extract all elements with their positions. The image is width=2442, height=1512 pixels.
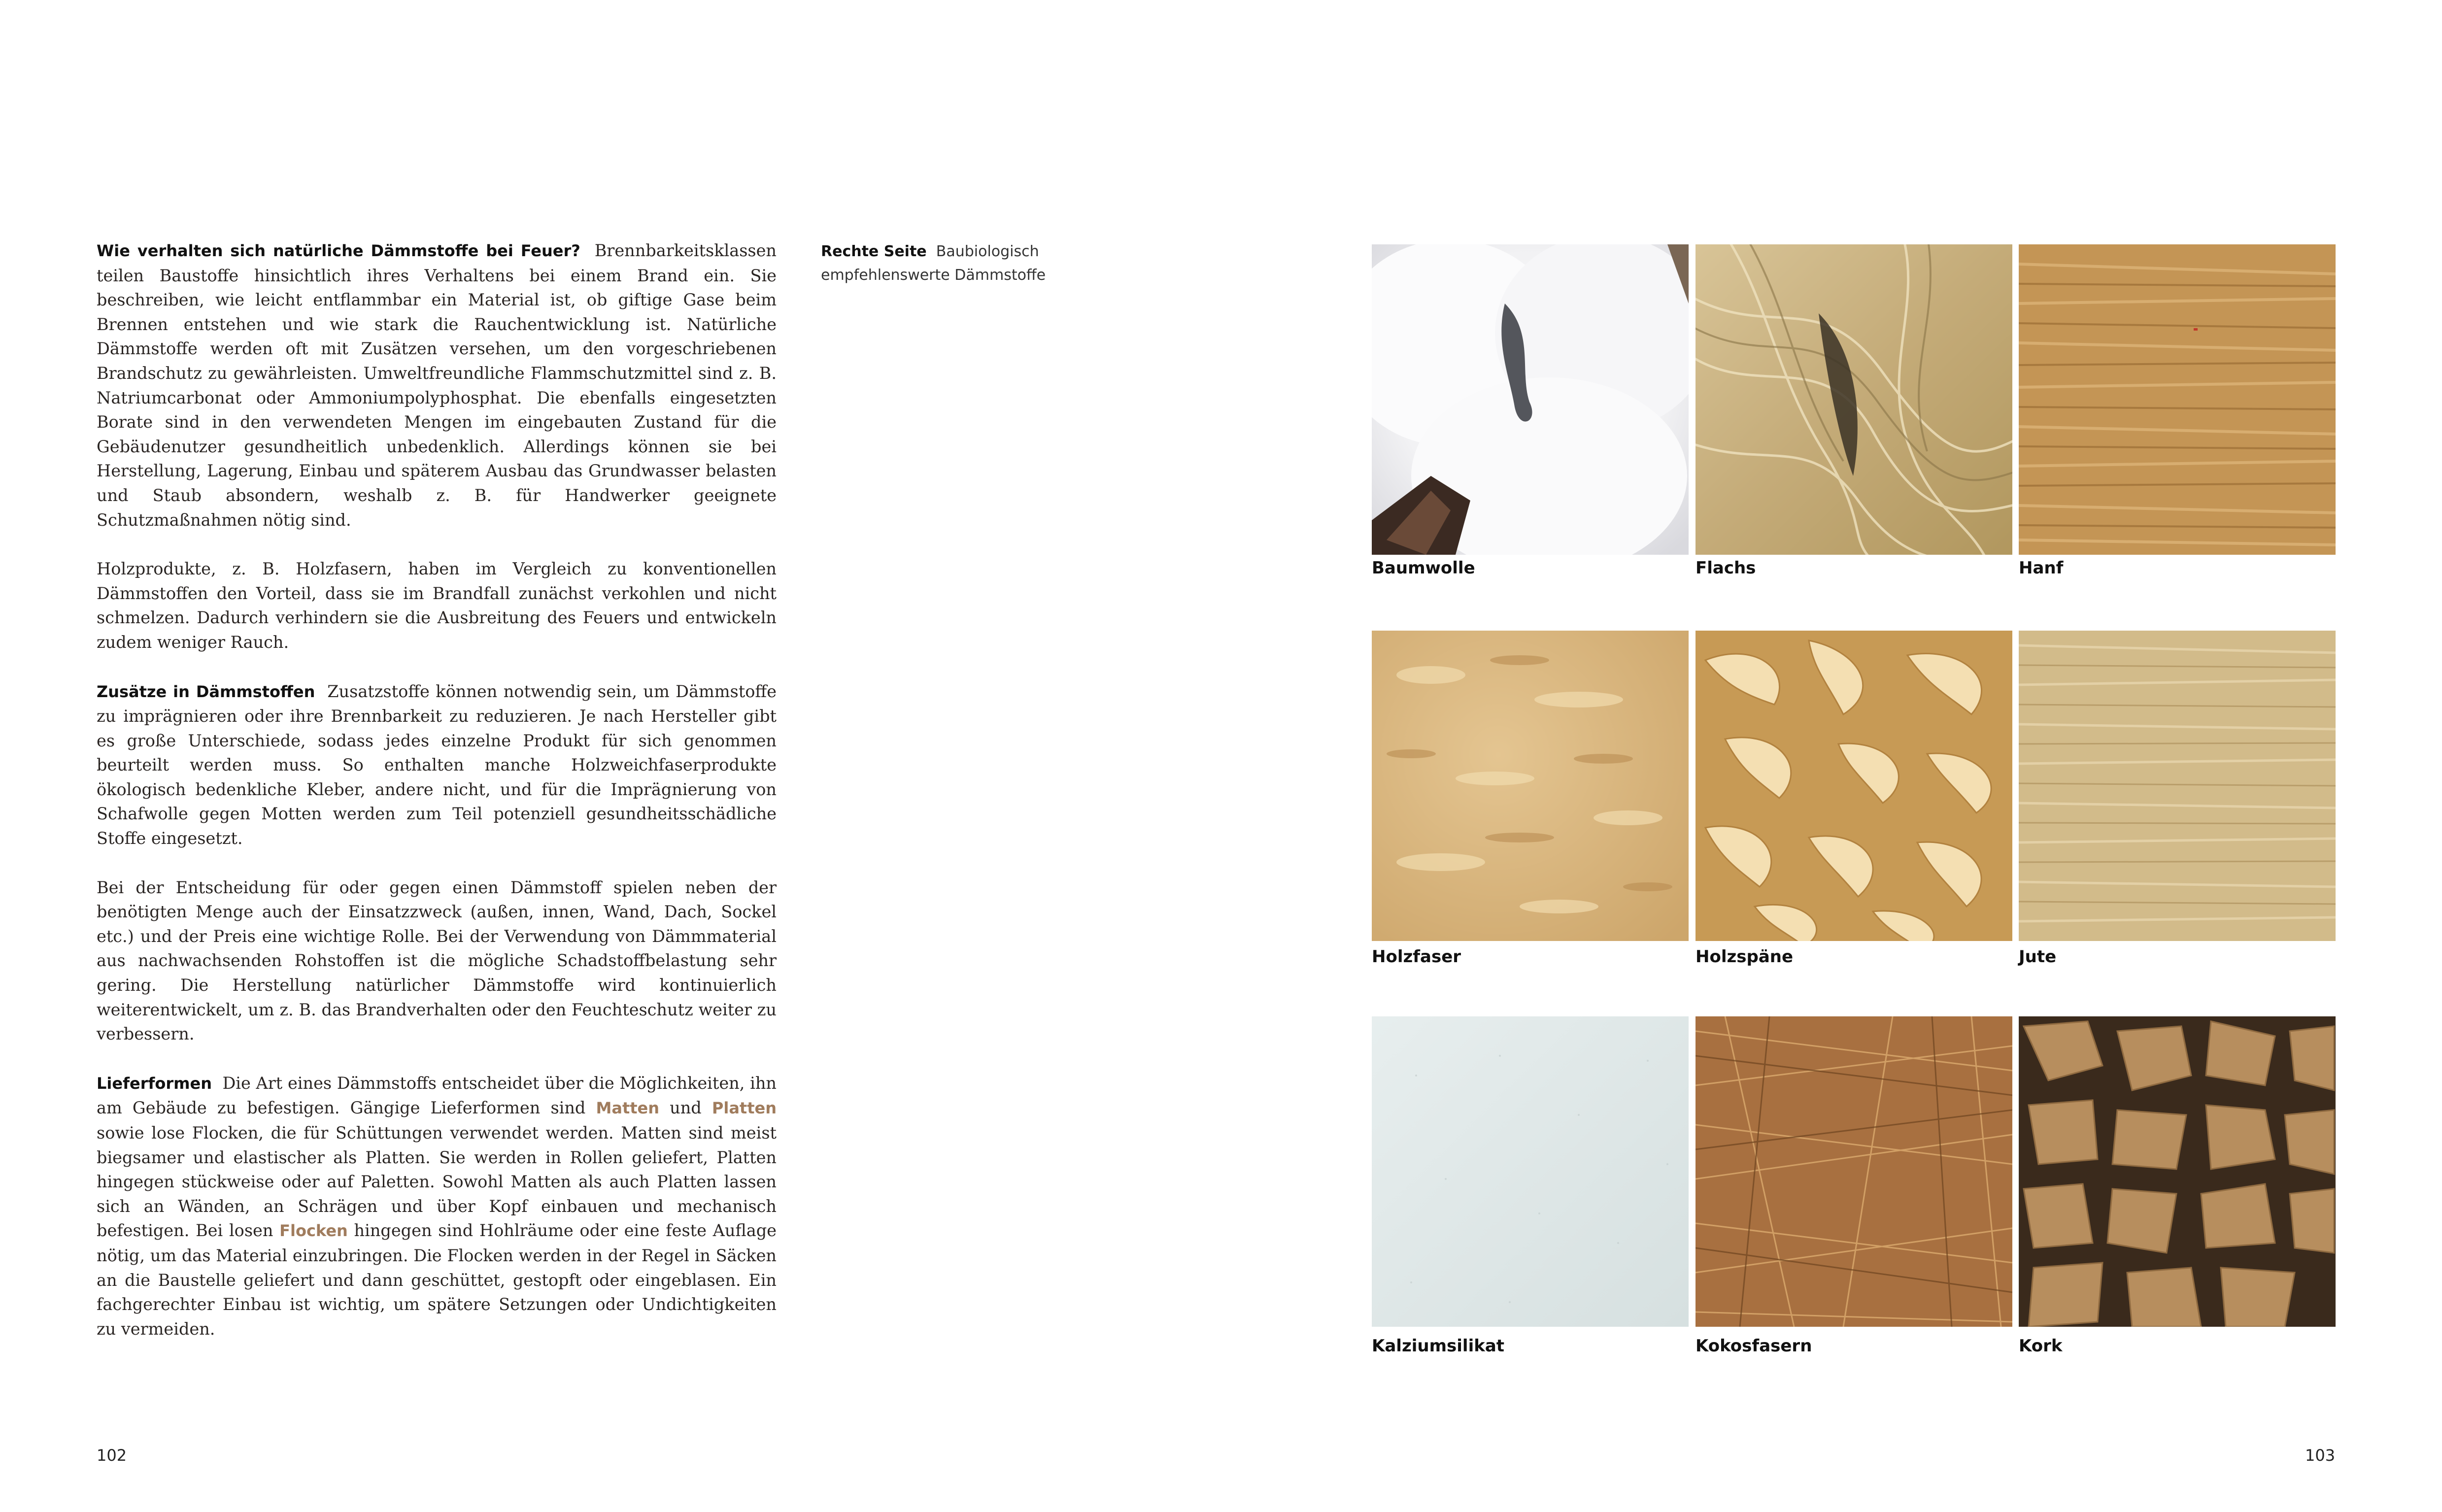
material-label-holzfaser: Holzfaser [1372,947,1461,967]
paragraph-additives-text: Zusatzstoffe können notwendig sein, um Dämmstoffe zu imprägnieren oder ihre Brennbarkeit zu reduzieren. Je nach Hersteller gibt es große Unterschiede, sodass jedes einzelne Produkt für sich genommen beurteilt werden muss. So enthalten manche Holzweichfaserprodukte ökologisch bedenkliche Kleber, andere nicht, und für die Imprägnierung von Schafwolle gegen Motten werden zum Teil potenziell gesundheitsschädliche Stoffe eingesetzt. [97,681,777,848]
material-label-holzspaene: Holzspäne [1696,947,1794,967]
material-photo-hanf [2019,244,2336,555]
page-number-right: 103 [2305,1446,2336,1465]
delivery-text-1: Die Art eines Dämmstoffs entscheidet über die Möglichkeiten, ihn am Gebäude zu befestigen. Gängige Lieferformen sind [97,1073,777,1118]
paragraph-fire-text: Brennbarkeitsklassen teilen Baustoffe hinsichtlich ihres Verhaltens bei einem Brand ein. Sie beschreiben, wie leicht entflammbar ein Material ist, ob giftige Gase beim Brennen entstehen und wie stark die Rauchentwicklung ist. Natürliche Dämmstoffe werden oft mit Zusätzen versehen, um den vorgeschriebenen Brandschutz zu gewährleisten. Umweltfreundliche Flammschutzmittel sind z. B. Natriumcarbonat oder Ammoniumpolyphosphat. Die ebenfalls eingesetzten Borate sind in den verwendeten Mengen im eingebauten Zustand für die Gebäudenutzer gesundheitlich unbedenklich. Allerdings können sie bei Herstellung, Lagerung, Einbau und späterem Ausbau das Grundwasser belasten und Staub absondern, weshalb z. B. für Handwerker geeignete Schutzmaßnahmen nötig sind. [97,241,777,530]
delivery-text-3: sowie lose Flocken, die für Schüttungen verwendet werden. Matten sind meist biegsamer und elastischer als Platten. Sie werden in Rollen geliefert, Platten hingegen stückweise oder auf Paletten. Sowohl Matten als auch Platten lassen sich an Wänden, an Schrägen und über Kopf einbauen und mechanisch befestigen. Bei losen [97,1123,777,1241]
material-label-jute: Jute [2019,947,2057,967]
material-photo-jute [2019,631,2336,941]
delivery-text-4: hingegen sind Hohlräume oder eine feste Auflage nötig, um das Material einzubringen. Die Flocken werden in der Regel in Säcken an die Baustelle geliefert und dann geschüttet, gestopft oder eingeblasen. Ein fachgerechter Einbau ist wichtig, um spätere Setzungen oder Undichtigkeiten zu vermeiden. [97,1221,777,1339]
material-label-baumwolle: Baumwolle [1372,558,1475,578]
material-photo-kalziumsilikat [1372,1016,1689,1327]
heading-fire: Wie verhalten sich natürliche Dämmstoffe bei Feuer? [97,241,580,260]
heading-additives: Zusätze in Dämmstoffen [97,682,315,701]
heading-delivery: Lieferformen [97,1074,212,1093]
paragraph-decision-text: Bei der Entscheidung für oder gegen einen Dämmstoff spielen neben der benötigten Menge auch der Einsatzzweck (außen, innen, Wand, Dach, Sockel etc.) und der Preis eine wichtige Rolle. Bei der Verwendung von Dämmmaterial aus nachwachsenden Rohstoffen ist die mögliche Schadstoffbelastung sehr gering. Die Herstellung natürlicher Dämmstoffe wird kontinuierlich weiterentwickelt, um z. B. das Brandverhalten oder den Feuchteschutz weiter zu verbessern. [97,877,777,1044]
paragraph-decision [97,875,777,1046]
paragraph-wood-text: Holzprodukte, z. B. Holzfasern, haben im Vergleich zu konventionellen Dämmstoffen den Vorteil, dass sie im Brandfall zunächst verkohlen und nicht schmelzen. Dadurch verhindern sie die Ausbreitung des Feuers und entwickeln zudem weniger Rauch. [97,559,777,652]
body-text [97,238,777,1366]
paragraph-delivery [97,1071,777,1342]
delivery-text-2: und [659,1098,712,1118]
material-photo-kork [2019,1016,2336,1327]
paragraph-wood [97,557,777,654]
material-photo-flachs [1696,244,2012,555]
highlight-platten: Platten [712,1099,777,1118]
caption-heading: Rechte Seite [821,243,927,260]
page-number-left: 102 [97,1446,127,1465]
material-photo-kokosfasern [1696,1016,2012,1327]
paragraph-fire [97,238,777,532]
figure-caption [821,240,1097,287]
material-label-kork: Kork [2019,1336,2063,1356]
material-photo-holzfaser [1372,631,1689,941]
material-photo-baumwolle [1372,244,1689,555]
material-photo-holzspaene [1696,631,2012,941]
material-label-kalziumsilikat: Kalziumsilikat [1372,1336,1505,1356]
material-label-hanf: Hanf [2019,558,2064,578]
material-label-flachs: Flachs [1696,558,1756,578]
paragraph-additives [97,679,777,851]
highlight-matten: Matten [596,1099,660,1118]
highlight-flocken: Flocken [279,1221,348,1241]
material-label-kokosfasern: Kokosfasern [1696,1336,1812,1356]
caption-text: Baubiologisch empfehlenswerte Dämmstoffe [821,243,1046,284]
